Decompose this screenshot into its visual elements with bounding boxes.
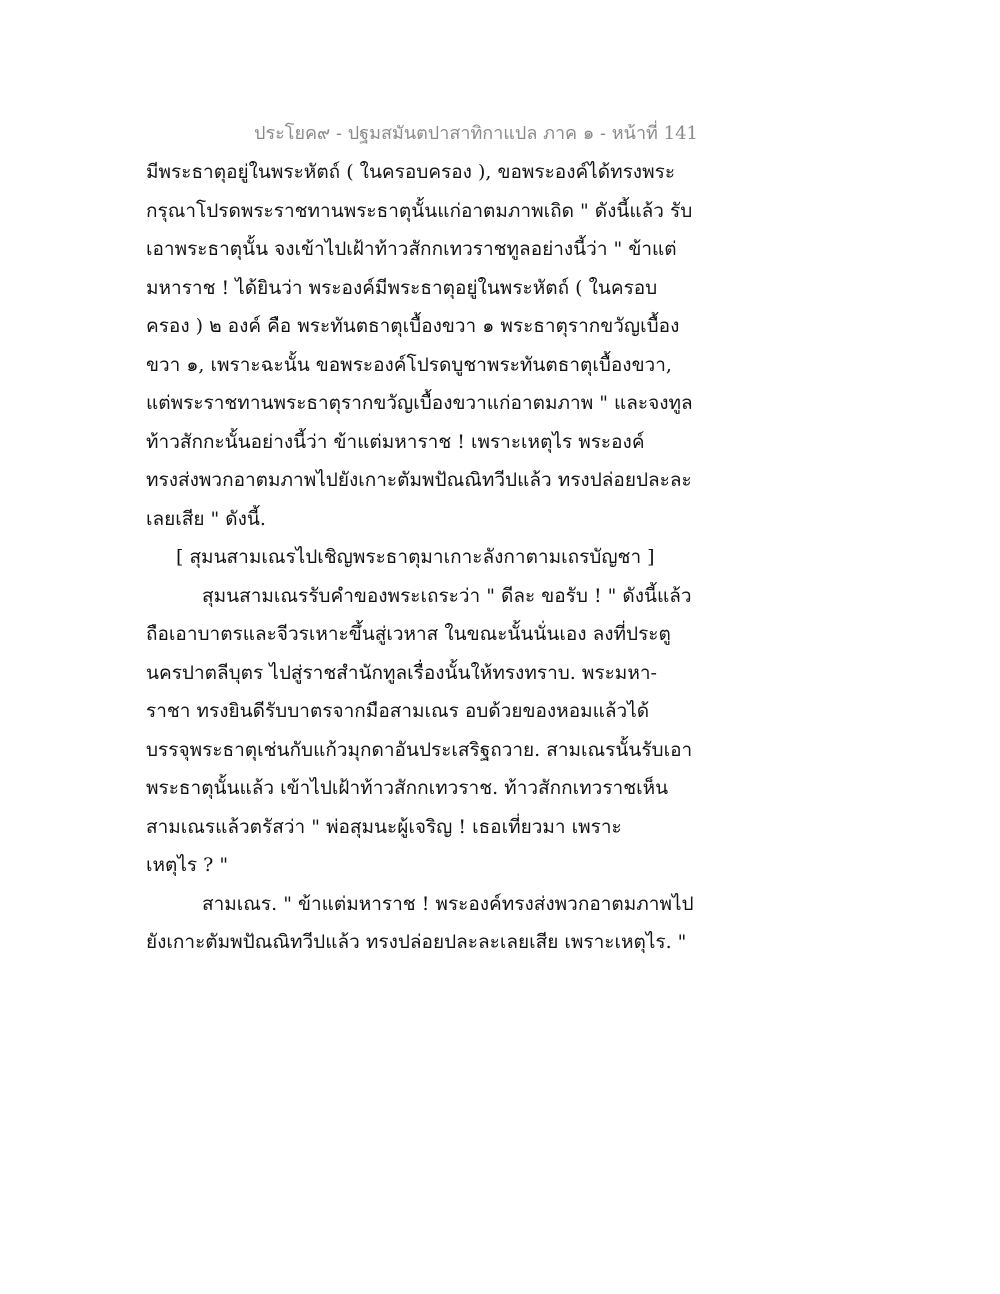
- body-line: แต่พระราชทานพระธาตุรากขวัญเบื้องขวาแก่อาตมภาพ " และจงทูล: [146, 392, 693, 414]
- body-line: เหตุไร ? ": [146, 854, 229, 876]
- body-line: มีพระธาตุอยู่ในพระหัตถ์ ( ในครอบครอง ), ขอพระองค์ได้ทรงพระ: [146, 161, 676, 183]
- paragraph-first-line: สามเณร. " ข้าแต่มหาราช ! พระองค์ทรงส่งพวกอาตมภาพไป: [202, 892, 694, 915]
- body-line: ถือเอาบาตรและจีวรเหาะขึ้นสู่เวหาส ในขณะนั้นนั่นเอง ลงที่ประตู: [146, 623, 671, 645]
- body-line: เอาพระธาตุนั้น จงเข้าไปเฝ้าท้าวสักกเทวราชทูลอย่างนี้ว่า " ข้าแต่: [146, 238, 677, 260]
- body-line: พระธาตุนั้นแล้ว เข้าไปเฝ้าท้าวสักกเทวราช. ท้าวสักกเทวราชเห็น: [146, 777, 669, 799]
- body-line: บรรจุพระธาตุเช่นกับแก้วมุกดาอันประเสริฐถวาย. สามเณรนั้นรับเอา: [146, 738, 693, 761]
- body-line: สามเณรแล้วตรัสว่า " พ่อสุมนะผู้เจริญ ! เธอเที่ยวมา เพราะ: [146, 815, 622, 838]
- body-line: ขวา ๑, เพราะฉะนั้น ขอพระองค์โปรดบูชาพระทันตธาตุเบื้องขวา,: [146, 353, 672, 376]
- page-body: [146, 153, 706, 962]
- body-line: เลยเสีย " ดังนี้.: [146, 507, 266, 530]
- body-line: ยังเกาะตัมพปัณณิทวีปแล้ว ทรงปล่อยปละละเลยเสีย เพราะเหตุไร. ": [146, 931, 687, 953]
- body-line: ราชา ทรงยินดีรับบาตรจากมือสามเณร อบด้วยของหอมแล้วได้: [146, 700, 650, 722]
- running-header: ประโยค๙ - ปฐมสมันตปาสาทิกาแปล ภาค ๑ - หน้าที่ 141: [254, 123, 698, 144]
- body-line: ทรงส่งพวกอาตมภาพไปยังเกาะตัมพปัณณิทวีปแล้ว ทรงปล่อยปละละ: [146, 469, 692, 491]
- paragraph-first-line: สุมนสามเณรรับคำของพระเถระว่า " ดีละ ขอรับ ! " ดังนี้แล้ว: [202, 584, 692, 607]
- body-line: มหาราช ! ได้ยินว่า พระองค์มีพระธาตุอยู่ในพระหัตถ์ ( ในครอบ: [146, 276, 658, 299]
- body-line: ท้าวสักกะนั้นอย่างนี้ว่า ข้าแต่มหาราช ! เพราะเหตุไร พระองค์: [146, 430, 645, 453]
- body-line: ครอง ) ๒ องค์ คือ พระทันตธาตุเบื้องขวา ๑ พระธาตุรากขวัญเบื้อง: [146, 315, 680, 337]
- body-line: กรุณาโปรดพระราชทานพระธาตุนั้นแก่อาตมภาพเถิด " ดังนี้แล้ว รับ: [146, 199, 693, 222]
- section-heading: [ สุมนสามเณรไปเชิญพระธาตุมาเกาะลังกาตามเถรบัญชา ]: [176, 546, 655, 568]
- body-line: นครปาตลีบุตร ไปสู่ราชสำนักทูลเรื่องนั้นให้ทรงทราบ. พระมหา-: [146, 661, 657, 684]
